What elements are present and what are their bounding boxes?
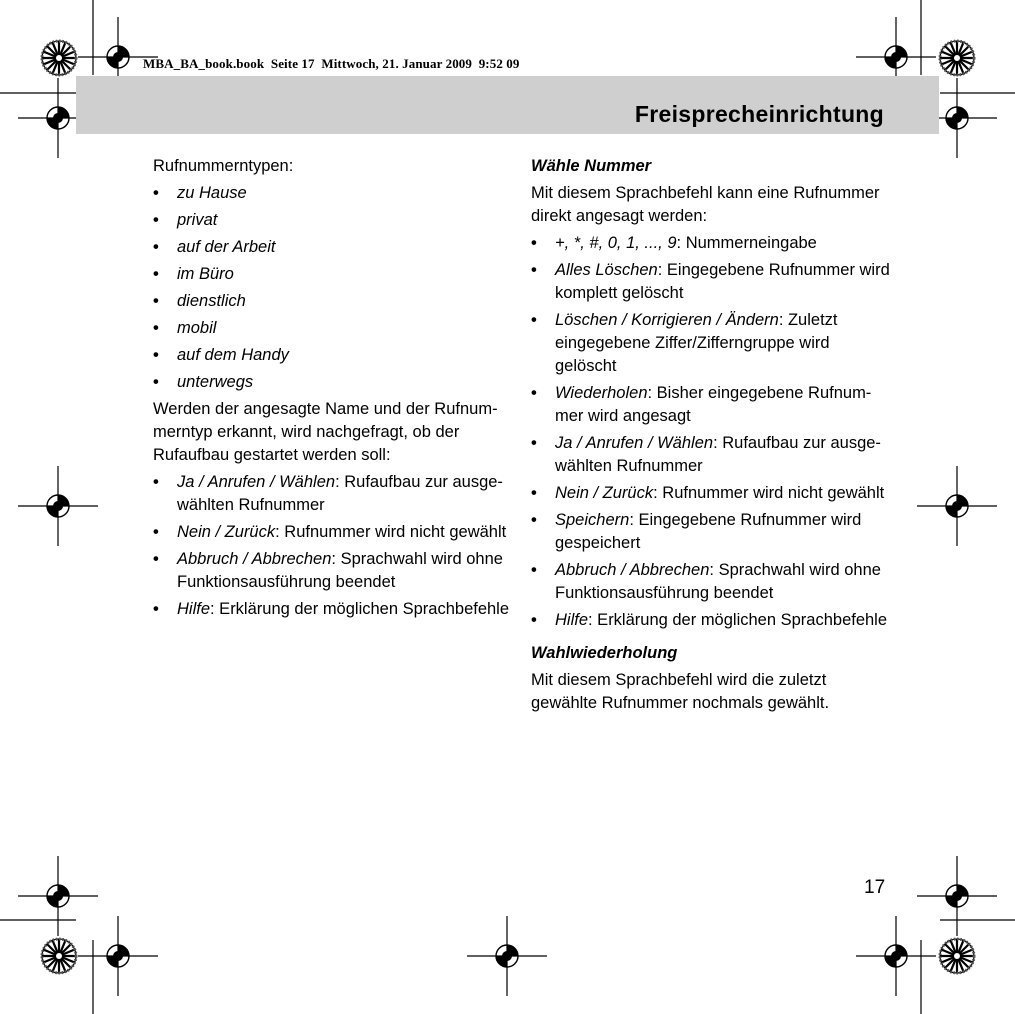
list-item: • auf der Arbeit xyxy=(153,236,513,259)
left-column xyxy=(153,155,513,625)
list-item: • Abbruch / Abbrechen: Sprachwahl wird ohne Funktionsausführung beendet xyxy=(531,559,893,605)
list-item: • zu Hause xyxy=(153,182,513,205)
list-item: • Abbruch / Abbrechen: Sprachwahl wird ohne Funktionsausführung beendet xyxy=(153,548,513,594)
confirm-commands-list xyxy=(153,471,513,621)
page-title: Freisprecheinrichtung xyxy=(634,101,884,127)
list-item: • privat xyxy=(153,209,513,232)
types-intro: Rufnummerntypen: xyxy=(153,157,294,175)
section-heading-redial: Wahlwiederholung xyxy=(531,644,678,662)
number-types-list xyxy=(153,182,513,394)
list-item: • Nein / Zurück: Rufnummer wird nicht gewählt xyxy=(531,482,893,505)
list-item: • +, *, #, 0, 1, ..., 9: Nummerneingabe xyxy=(531,232,893,255)
header-bar xyxy=(76,76,939,134)
page-number: 17 xyxy=(864,877,886,898)
redial-intro: Mit diesem Sprachbefehl wird die zuletzt gewählte Rufnummer nochmals gewählt. xyxy=(531,671,830,712)
dial-number-intro: Mit diesem Sprachbefehl kann eine Rufnummer direkt angesagt werden: xyxy=(531,184,880,225)
list-item: • Nein / Zurück: Rufnummer wird nicht gewählt xyxy=(153,521,513,544)
list-item: • unterwegs xyxy=(153,371,513,394)
confirm-paragraph: Werden der angesagte Name und der Rufnum-merntyp erkannt, wird nachgefragt, ob der Rufaufbau gestartet werden soll: xyxy=(153,400,498,464)
list-item: • Alles Löschen: Eingegebene Rufnummer wird komplett gelöscht xyxy=(531,259,893,305)
list-item: • dienstlich xyxy=(153,290,513,313)
print-imprint: MBA_BA_book.book Seite 17 Mittwoch, 21. Januar 2009 9:52 09 xyxy=(143,56,520,71)
list-item: • Ja / Anrufen / Wählen: Rufaufbau zur ausge-wählten Rufnummer xyxy=(153,471,513,517)
section-heading-dial-number: Wähle Nummer xyxy=(531,157,652,175)
list-item: • Speichern: Eingegebene Rufnummer wird gespeichert xyxy=(531,509,893,555)
right-column xyxy=(531,155,893,715)
list-item: • im Büro xyxy=(153,263,513,286)
list-item: • auf dem Handy xyxy=(153,344,513,367)
list-item: • Ja / Anrufen / Wählen: Rufaufbau zur ausge-wählten Rufnummer xyxy=(531,432,893,478)
list-item: • mobil xyxy=(153,317,513,340)
list-item: • Löschen / Korrigieren / Ändern: Zuletzt eingegebene Ziffer/Zifferngruppe wird gelöscht xyxy=(531,309,893,378)
list-item: • Wiederholen: Bisher eingegebene Rufnum-mer wird angesagt xyxy=(531,382,893,428)
list-item: • Hilfe: Erklärung der möglichen Sprachbefehle xyxy=(153,598,513,621)
dial-commands-list xyxy=(531,232,893,632)
list-item: • Hilfe: Erklärung der möglichen Sprachbefehle xyxy=(531,609,893,632)
